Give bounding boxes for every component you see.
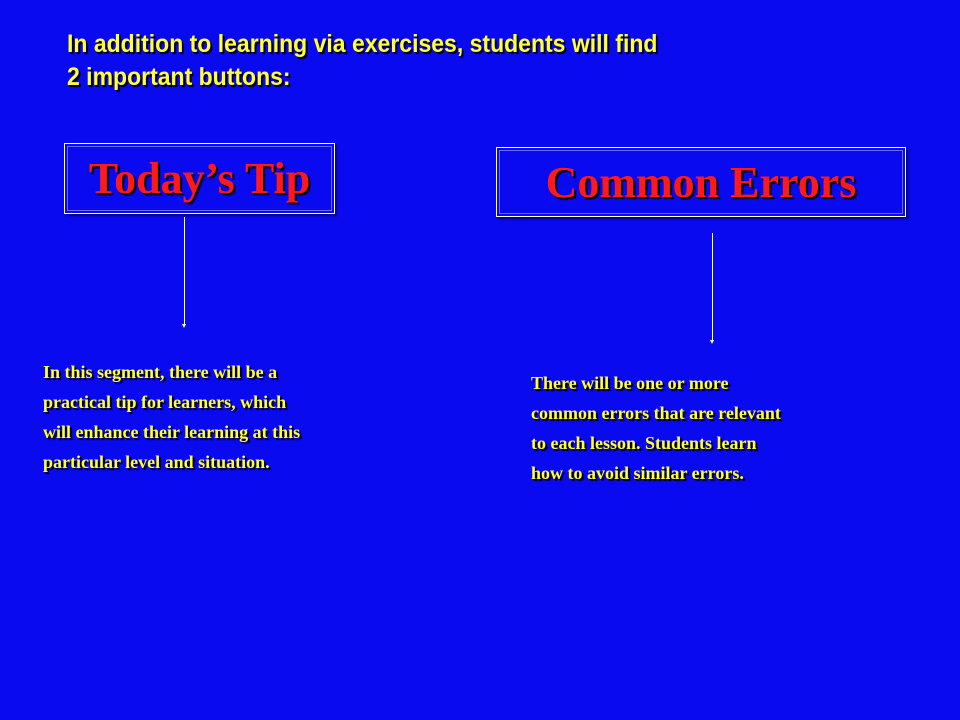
intro-line: 2 important buttons: — [67, 63, 291, 91]
todays-tip-button[interactable] — [64, 143, 335, 214]
description-line: common errors that are relevant — [531, 403, 781, 423]
common-errors-button[interactable] — [496, 147, 906, 217]
description-line: particular level and situation. — [43, 452, 270, 472]
arrow-down-icon — [184, 217, 185, 325]
description-line: to each lesson. Students learn — [531, 433, 757, 453]
description-line: how to avoid similar errors. — [531, 463, 744, 483]
todays-tip-label: Today’s Tip — [88, 154, 311, 203]
description-line: will enhance their learning at this — [43, 422, 301, 442]
common-errors-description — [531, 368, 901, 488]
arrow-down-icon — [712, 233, 713, 341]
intro-text — [67, 28, 803, 94]
common-errors-label: Common Errors — [545, 157, 857, 207]
description-line: practical tip for learners, which — [43, 392, 287, 412]
todays-tip-description — [43, 357, 413, 477]
description-line: In this segment, there will be a — [43, 362, 278, 382]
description-line: There will be one or more — [531, 373, 729, 393]
intro-line: In addition to learning via exercises, students will find — [67, 30, 658, 58]
